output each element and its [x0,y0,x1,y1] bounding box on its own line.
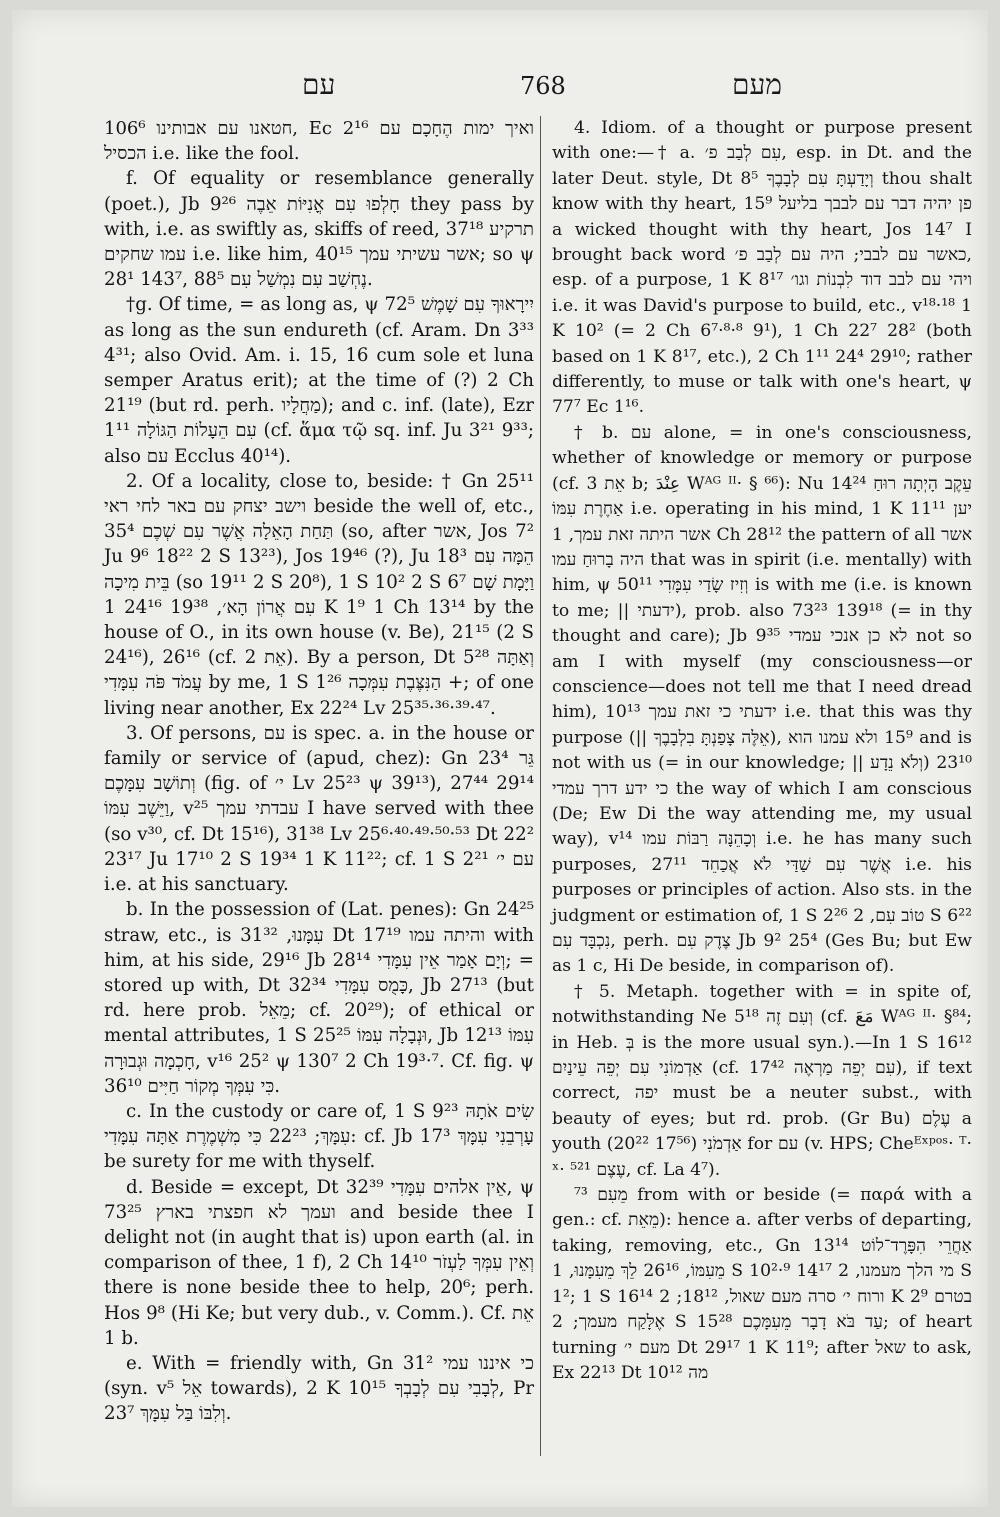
entry-paragraph: † b. עם alone, = in one's consciousness, whether of knowledge or memory or purpose (cf. אֵת 3 b; عِنْدَ Wᴬᴳ ᴵᴵ· § ⁶⁶): Nu 14²⁴ עֵקֶב הָיְתָה רוּחַ אַחֶרֶת עִמּוֹ i.e. operating in his mind, 1 K 11¹¹ יען אשר היתה זאת עמך, 1 Ch 28¹² the pattern of all אשר היה בָרוּחַ עמו that was in spirit (i.e. mentally) with him, ψ 50¹¹ וְזִיז שָׂדַי עִמָּדִי is with me (i.e. is known to me; || ידעתי), prob. also 73²³ 139¹⁸ (= in thy thought and care); Jb 9³⁵ לא כן אנכי עמדי not so am I with myself (my consciousness—or conscience—does not tell me that I need dread him), 10¹³ ידעתי כי זאת עמך i.e. that this was thy purpose (|| אֵלֶּה צָפַנְתָּ בִלְבָבֶךָ), 15⁹ ולא עמנו הוא and is not with us (= in our knowledge; || וְלֹא נֵדָע) 23¹⁰ כי ידע דרך עמדי the way of which I am conscious (De; Ew Di the way attending me, my usual way), v¹⁴ וְכָהֵנָּה רַבּוֹת עמו i.e. he has many such purposes, 27¹¹ אֲשֶׁר עִם שַׁדַּי לֹא אֲכַחֵד i.e. his purposes or principles of action. Also sts. in the judgment or estimation of, 1 S 2²⁶ טוֹב עִם, 2 S 6²² נִכְבָּד עִם, perh. צֶדֶק עִם Jb 9² 25⁴ (Ges Bu; but Ew as 1 c, Hi De beside, in comparison of). [552,422,973,977]
entry-paragraph: f. Of equality or resemblance generally (poet.), Jb 9²⁶ חָלְפוּ עִם אֳנִיּוֹת אֵבֶה they pass by with, i.e. as swiftly as, skiffs of reed, 37¹⁸ תרקיע עמו שחקים i.e. like him, 40¹⁵ אשר עשיתי עמך; so ψ 28¹ 143⁷, נֶחְשַׁב עִם נִמְשַׁל עִם 88⁵. [104,168,534,291]
entry-paragraph: †g. Of time, = as long as, ψ 72⁵ יִירָאוּךָ עִם שָׁמֶשׁ as long as the sun endureth (cf. Aram. Dn 3³³ 4³¹; also Ovid. Am. i. 15, 16 cum sole et luna semper Aratus erit); at the time of (?) 2 Ch 21¹⁹ (but rd. perh. מַחֲלָיו); and c. inf. (late), Ezr 1¹¹ עִם הֵעָלוֹת הַגּוֹלָה (cf. ἅμα τῷ sq. inf. Ju 3²¹ 9³³; also עם Ecclus 40¹⁴). [104,294,535,467]
entry-paragraph: c. In the custody or care of, 1 S 9²³ שִׂים אֹתָהּ עִמָּךְ; 22²³ כִּי מִשְׁמֶרֶת אַתָּה עִמָּדִי: cf. Jb 17³ עָרְבֵנִי עִמָּךְ be surety for me with thyself. [104,1100,534,1173]
right-running-head: מעם [732,68,782,101]
entry-paragraph: 2. Of a locality, close to, beside: † Gn 25¹¹ וישב יצחק עם באר לחי ראי beside the well of, etc., 35⁴ תַּחַת הָאֵלָה אֲשֶׁר עִם שְׁכֶם (so, after אשר, Jos 7² Ju 9⁶ 18²² 2 S 13²³), Jos 19⁴⁶ (?), Ju 18³ הֵמָּה עִם בֵּית מִיכָה (so 19¹¹ 2 S 20⁸), 1 S 10² 2 S 6⁷ וַיָּמָת שָׁם עִם אֲרוֹן הָא׳, 19³⁸ 24¹⁶ 1 K 1⁹ 1 Ch 13¹⁴ by the house of O., in its own house (v. Be), 21¹⁵ (2 S 24¹⁶), 26¹⁶ (cf. אֵת 2). By a person, Dt 5²⁸ וְאַתָּה עֲמֹד פֹּה עִמָּדִי by me, 1 S 1²⁶ הַנִּצֶּבֶת עִמְּכָה +; of one living near another, Ex 22²⁴ Lv 25³⁵·³⁶·³⁹·⁴⁷. [104,470,535,719]
entry-paragraph: e. With = friendly with, Gn 31² כי איננו עמי (syn. v⁵ אֵל towards), 2 K 10¹⁵ לְבָבִי עִם לְבָבְךָ, Pr 23⁷ וְלִבּוֹ בַּל עִמָּךְ. [104,1352,535,1425]
page-number: 768 [520,72,566,100]
entry-paragraph: מֵעִם ⁷³ from with or beside (= παρά with a gen.: cf. מֵאֵת): hence a. after verbs of departing, taking, removing, etc., Gn 13¹⁴ אַחֲרֵי הִפָּרֶד־לוֹט מֵעִמּוֹ, 26¹⁶ לֵךְ מֵעִמָּנוּ, 1 S 10²·⁹ 14¹⁷ מי הלך מעמנו, 2 S 1²; 1 S 16¹⁴ ורוח י׳ סרה מעם שאול, 18¹²; 2 K 2⁹ בטרם אֶלָּקַח מעמך; 2 S 15²⁸ עַד בֹּא דָבָר מֵעִמָּכֶם; of heart turning מעם י׳ Dt 29¹⁷ 1 K 11⁹; after שאל to ask, Ex 22¹³ Dt 10¹² מה [552,1185,972,1383]
right-column [552,116,972,1386]
left-running-head: עם [302,68,336,101]
left-column [104,116,534,1427]
column-divider [540,116,541,1456]
entry-paragraph: 106⁶ חטאנו עם אבותינו, Ec 2¹⁶ ואיך ימות הֶחָכָם עם הכסיל i.e. like the fool. [104,118,535,165]
entry-paragraph: 3. Of persons, עם is spec. a. in the house or family or service of (apud, chez): Gn 23⁴ גֵּר וְתוֹשָׁב עִמָּכֶם (fig. of י׳ Lv 25²³ ψ 39¹³), 27⁴⁴ 29¹⁴ וַיֵּשֶׁב עִמּוֹ, v²⁵ עבדתי עמך I have served with thee (so v³⁰, cf. Dt 15¹⁶), 31³⁸ Lv 25⁶·⁴⁰·⁴⁹·⁵⁰·⁵³ Dt 22² 23¹⁷ Ju 17¹⁰ 2 S 19³⁴ 1 K 11²²; cf. 1 S 2²¹ עם י׳ i.e. at his sanctuary. [104,722,534,896]
dictionary-page [12,10,988,1507]
entry-paragraph: † 5. Metaph. together with = in spite of, notwithstanding Ne 5¹⁸ וְעִם זֶה (cf. مَعَ Wᴬᴳ ᴵᴵ· §⁸⁴; in Heb. בְּ is the more usual syn.).—In 1 S 16¹² אַדְמוֹנִי עִם יְפֵה עֵינַיִם (cf. 17⁴² עִם יְפֵה מַרְאֶה), if text correct, יפה must be a neuter subst., with beauty of eyes; but rd. prob. (Gr Bu) עֶלֶם a youth אַדְמֹנִי (17⁵⁶ 20²²) for עם (v. HPS; Cheᴱˣᵖᵒˢ· ᵀ· ˣ· ⁵²¹ עֶצֶם, cf. La 4⁷). [552,981,973,1180]
entry-paragraph: b. In the possession of (Lat. penes): Gn 24²⁵ straw, etc., is עִמָּנוּ, 31³² Dt 17¹⁹ והיתה עמו with him, at his side, 29¹⁶ Jb 28¹⁴ וְיָם אָמַר אֵין עִמָּדִי; = stored up with, Dt 32³⁴ כָּמֻס עִמָּדִי, Jb 27¹³ (but rd. here prob. מֵאֵל; cf. 20²⁹); of ethical or mental attributes, 1 S 25²⁵ וּנְבָלָה עִמּוֹ, Jb 12¹³ עִמּוֹ חָכְמָה וּגְבוּרָה, v¹⁶ 25² ψ 130⁷ 2 Ch 19³·⁷. Cf. fig. ψ 36¹⁰ כִּי עִמְּךָ מְקוֹר חַיִּים. [104,899,535,1097]
page-header [12,68,988,108]
entry-paragraph: d. Beside = except, Dt 32³⁹ אֵין אלהים עִמָּדִי, ψ 73²⁵ ועמך לא חפצתי בארץ and beside thee I delight not (in aught that is) upon earth (al. in comparison of thee, 1 f), 2 Ch 14¹⁰ וְאֵין עִמְּךָ לַעְזֹר there is none beside thee to help, 20⁶; perh. Hos 9⁸ (Hi Ke; but very dub., v. Comm.). Cf. אֵת 1 b. [104,1176,534,1349]
entry-paragraph: 4. Idiom. of a thought or purpose present with one:—† a. עִם לְבַב פ׳, esp. in Dt. and the later Deut. style, Dt 8⁵ וְיָדַעְתָּ עִם לְבָבֶךָ thou shalt know with thy heart, 15⁹ פן יהיה דבר עם לבבך בליעל a wicked thought with thy heart, Jos 14⁷ I brought back word כאשר עם לבבי; היה עם לְבַב פ׳, esp. of a purpose, 1 K 8¹⁷ ויהי עם לבב דוד לִבְנוֹת וגו׳ i.e. it was David's purpose to build, etc., v¹⁸·¹⁸ 1 K 10² (= 2 Ch 6⁷·⁸·⁸ 9¹), 1 Ch 22⁷ 28² (both based on 1 K 8¹⁷, etc.), 2 Ch 1¹¹ 24⁴ 29¹⁰; rather differently, to muse or talk with one's heart, ψ 77⁷ Ec 1¹⁶. [552,118,972,418]
